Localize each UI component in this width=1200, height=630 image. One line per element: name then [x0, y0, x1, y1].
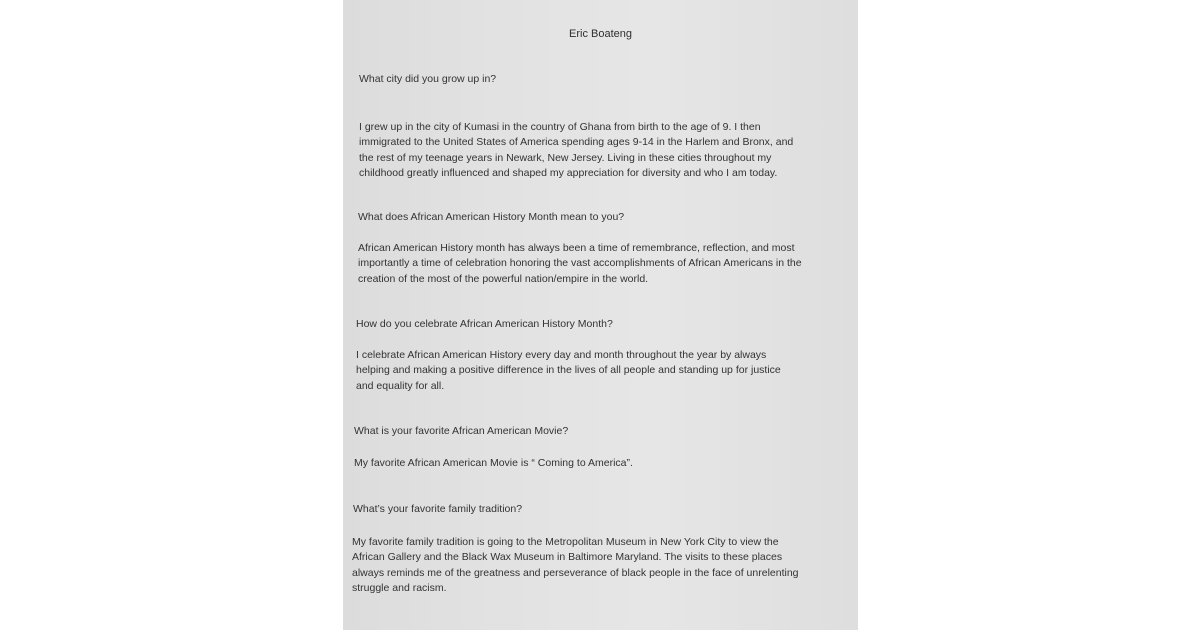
answer-5-line: African Gallery and the Black Wax Museum in Baltimore Maryland. The visits to these places [352, 551, 783, 564]
answer-1-line: immigrated to the United States of America spending ages 9-14 in the Harlem and Bronx, and [359, 136, 794, 149]
answer-5 [352, 535, 799, 597]
answer-3-line: and equality for all. [356, 379, 445, 392]
answer-3 [356, 348, 781, 394]
answer-1-line: the rest of my teenage years in Newark, New Jersey. Living in these cities throughout my [359, 151, 772, 164]
answer-5-line: struggle and racism. [352, 582, 447, 595]
answer-5-line: My favorite family tradition is going to the Metropolitan Museum in New York City to view the [352, 536, 779, 548]
question-3: How do you celebrate African American History Month? [356, 318, 613, 330]
author-name: Eric Boateng [569, 28, 632, 40]
document-page [343, 0, 858, 630]
answer-2-line: African American History month has always been a time of remembrance, reflection, and most [358, 242, 795, 254]
answer-4 [354, 456, 633, 471]
answer-1-line: childhood greatly influenced and shaped my appreciation for diversity and who I am today. [359, 167, 778, 180]
answer-3-line: I celebrate African American History every day and month throughout the year by always [356, 349, 767, 361]
answer-2-line: creation of the most of the powerful nation/empire in the world. [358, 272, 649, 285]
answer-1 [359, 120, 793, 182]
answer-5-line: always reminds me of the greatness and perseverance of black people in the face of unrelenting [352, 566, 799, 579]
answer-2 [358, 241, 802, 287]
answer-4-line: My favorite African American Movie is “ Coming to America”. [354, 457, 633, 469]
answer-1-line: I grew up in the city of Kumasi in the country of Ghana from birth to the age of 9. I then [359, 121, 761, 133]
question-1: What city did you grow up in? [359, 73, 497, 85]
question-5: What’s your favorite family tradition? [353, 503, 523, 515]
question-4: What is your favorite African American Movie? [354, 425, 569, 437]
question-2: What does African American History Month mean to you? [358, 211, 625, 223]
answer-2-line: importantly a time of celebration honoring the vast accomplishments of African Americans in the [358, 257, 802, 270]
answer-3-line: helping and making a positive difference in the lives of all people and standing up for justice [356, 364, 781, 377]
